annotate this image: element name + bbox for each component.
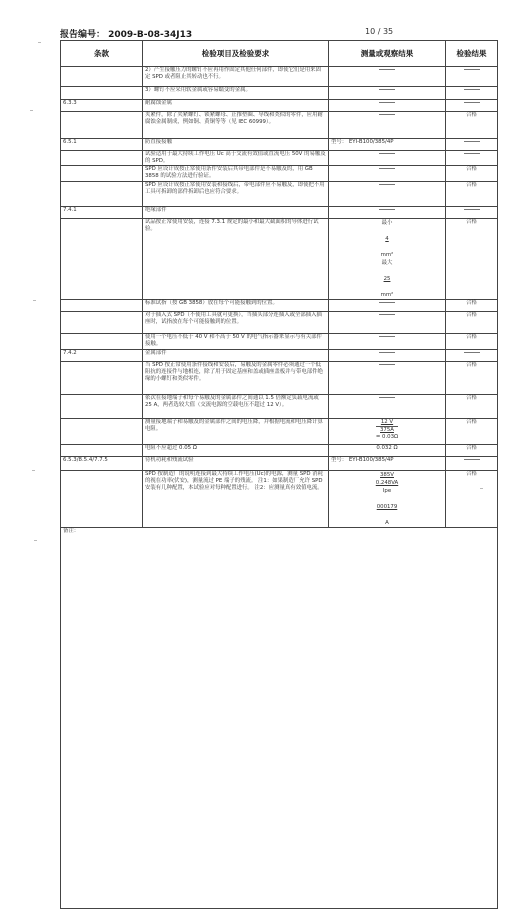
result-cell: 合格 <box>446 395 498 419</box>
result-cell: 合格 <box>446 300 498 312</box>
item-cell: 2）产生接触压力的螺钉不应再用作固定其他任何部件，即使它们是用来固定 SPD 或者阻止其转动也不行。 <box>143 67 329 87</box>
table-row <box>61 219 498 300</box>
item-cell: SPD 应设计成按正常使用安装和接线后，带电部件应不易触及，即使把不用工具可拆卸的部件拆卸后也应符合要求。 <box>143 182 329 207</box>
result-cell <box>446 100 498 112</box>
clause-cell: 6.5.1 <box>61 139 143 151</box>
clause-cell <box>61 151 143 166</box>
result-cell <box>446 207 498 219</box>
obs-cell <box>329 67 446 87</box>
result-cell: 合格 <box>446 182 498 207</box>
result-cell <box>446 457 498 471</box>
dash-mark <box>379 302 395 303</box>
item-cell: 依次在接地端子和每个易触及的金属部件之间通以 1.5 倍额定负载电流或 25 A，两者选较大值（交流电源的空载电压不超过 12 V）。 <box>143 395 329 419</box>
table-row <box>61 312 498 334</box>
item-cell: 电阻不应超过 0.05 Ω <box>143 445 329 457</box>
clause-cell <box>61 445 143 457</box>
result-cell: 合格 <box>446 419 498 445</box>
obs-cell <box>329 166 446 182</box>
obs-cell <box>329 350 446 362</box>
item-cell: 防直接接触 <box>143 139 329 151</box>
table-row <box>61 100 498 112</box>
dash-mark <box>464 352 480 353</box>
table-row <box>61 87 498 100</box>
item-cell: 试品按正常使用安装，连接 7.3.1 规定的最小和最大截面积的导体进行试验。 <box>143 219 329 300</box>
result-cell <box>446 151 498 166</box>
table-row <box>61 471 498 528</box>
report-number: 报告编号： 2009-B-08-34J13 <box>60 30 193 40</box>
scan-speck <box>38 42 41 43</box>
item-cell: 绝缘部件 <box>143 207 329 219</box>
obs-cell <box>329 471 446 528</box>
result-cell: 合格 <box>446 312 498 334</box>
obs-cell <box>329 334 446 350</box>
table-row <box>61 151 498 166</box>
clause-cell: 6.5.3/8.5.4/7.7.5 <box>61 457 143 471</box>
obs-cell <box>329 207 446 219</box>
obs-cell <box>329 100 446 112</box>
clause-cell <box>61 419 143 445</box>
result-cell: 合格 <box>446 445 498 457</box>
clause-cell <box>61 334 143 350</box>
dash-mark <box>379 364 395 365</box>
obs-cell <box>329 112 446 139</box>
dash-mark <box>379 184 395 185</box>
obs-cell <box>329 362 446 395</box>
result-cell: 合格 <box>446 334 498 350</box>
dash-mark <box>464 153 480 154</box>
clause-cell <box>61 300 143 312</box>
obs-cell <box>329 87 446 100</box>
clause-cell <box>61 87 143 100</box>
clause-cell: 7.4.1 <box>61 207 143 219</box>
dash-mark <box>379 314 395 315</box>
max-value: 25 <box>383 276 391 282</box>
item-cell: 3）螺钉不应采用软金属或容易蠕变的金属。 <box>143 87 329 100</box>
result-cell: 合格 <box>446 112 498 139</box>
result-cell <box>446 87 498 100</box>
item-cell: 标准试指（按 GB 3858）放在每个可能接触到的位置。 <box>143 300 329 312</box>
clause-cell <box>61 362 143 395</box>
table-row <box>61 419 498 445</box>
obs-cell: 型号： EYI-B100/385/4P <box>329 139 446 151</box>
clause-cell: 6.3.3 <box>61 100 143 112</box>
item-cell: SPD 按制造厂的说明连接到最大持续工作电压(Uc)的电源，测量 SPD 消耗的视在功率(伏安)，测量流过 PE 端子的残流。 注1：如果制造厂允许 SPD 安装有几种配置，本试验应对每种配置进行。 注2：应测量真有效值电流。 <box>143 471 329 528</box>
remark-cell: 备注： <box>61 528 498 909</box>
table-row <box>61 334 498 350</box>
voltage-drop-value: 12 V <box>376 419 398 427</box>
clause-cell <box>61 182 143 207</box>
clause-cell <box>61 219 143 300</box>
dash-mark <box>379 114 395 115</box>
result-cell: 合格 <box>446 219 498 300</box>
dash-mark <box>464 69 480 70</box>
conductor-section-values <box>331 219 443 299</box>
scan-speck <box>33 300 36 301</box>
obs-cell <box>329 300 446 312</box>
col-header-item: 检验项目及检验要求 <box>143 41 329 67</box>
item-cell: 待机功耗和残流试验 <box>143 457 329 471</box>
result-cell <box>446 67 498 87</box>
item-cell: 金属部件 <box>143 350 329 362</box>
clause-cell: 7.4.2 <box>61 350 143 362</box>
item-cell: 测量接地端子和易触及的金属部件之间的电压降，并根据电流和电压降计算电阻。 <box>143 419 329 445</box>
item-cell: 当 SPD 按正常使用条件接线和安装后，易触及的金属零件必须通过一个低阻抗的连接件与地相连，除了用于固定基座和盖或插座盖板并与带电部件绝缘的小螺钉和类似零件。 <box>143 362 329 395</box>
dash-mark <box>379 336 395 337</box>
col-header-clause: 条款 <box>61 41 143 67</box>
max-label: 最大 <box>381 260 393 266</box>
item-cell: 对于插入式 SPD（不使用工具就可更换），当插头部分连插入或全部插入插座时，试指放在每个可能接触到的位置。 <box>143 312 329 334</box>
table-row <box>61 457 498 471</box>
resistance-calc <box>376 419 398 441</box>
table-row <box>61 166 498 182</box>
dash-mark <box>379 397 395 398</box>
clause-cell <box>61 112 143 139</box>
min-label: 最小 <box>381 220 393 226</box>
obs-cell <box>329 151 446 166</box>
result-cell: 合格 <box>446 166 498 182</box>
dash-mark <box>464 102 480 103</box>
result-cell: 合格 <box>446 471 498 528</box>
clause-cell <box>61 166 143 182</box>
dash-mark <box>379 153 395 154</box>
item-cell: 耐腐蚀金属 <box>143 100 329 112</box>
obs-cell <box>329 419 446 445</box>
dash-mark <box>464 209 480 210</box>
table-row <box>61 395 498 419</box>
min-value: 4 <box>385 236 389 242</box>
col-header-result: 检验结果 <box>446 41 498 67</box>
test-current-value: 375A <box>380 427 394 433</box>
table-row <box>61 139 498 151</box>
max-unit: mm² <box>380 292 394 298</box>
table-row <box>61 362 498 395</box>
table-row <box>61 207 498 219</box>
result-cell: 合格 <box>446 362 498 395</box>
remark-row <box>61 528 498 909</box>
standby-values <box>331 471 443 527</box>
min-unit: mm² <box>380 252 394 258</box>
dash-mark <box>379 89 395 90</box>
item-cell: 夹紧件，除了夹紧螺钉、锁紧螺母、止推垫圈、导线和类似的零件，应用耐腐蚀金属制成，例如铜、黄铜等等（见 IEC 60999）。 <box>143 112 329 139</box>
col-header-observation: 测量或观察结果 <box>329 41 446 67</box>
result-cell <box>446 139 498 151</box>
scan-speck <box>32 470 35 471</box>
pe-current-value: 000179 <box>376 504 398 510</box>
page-header <box>60 27 470 39</box>
dash-mark <box>379 102 395 103</box>
dash-mark <box>379 209 395 210</box>
table-row <box>61 182 498 207</box>
clause-cell <box>61 312 143 334</box>
obs-cell: 型号： EYI-B100/385/4P <box>329 457 446 471</box>
dash-mark <box>379 352 395 353</box>
result-cell <box>446 350 498 362</box>
obs-cell <box>329 182 446 207</box>
item-cell: 试验适用于最大持续工作电压 Uc 高于交流有效值或直流电压 50V 的易触及的 SPD。 <box>143 151 329 166</box>
scan-speck <box>480 488 483 489</box>
clause-cell <box>61 395 143 419</box>
item-cell: 使用一个电压不低于 40 V 和不高于 50 V 的电气指示器来显示与有关部件接触。 <box>143 334 329 350</box>
table-row <box>61 112 498 139</box>
supply-voltage-value: 385V <box>380 472 394 478</box>
obs-cell: 0.032 Ω <box>329 445 446 457</box>
clause-cell <box>61 67 143 87</box>
pe-current-unit: A <box>385 520 389 526</box>
scan-speck <box>30 110 33 111</box>
pe-current-label: Ipe <box>382 488 392 494</box>
page-number: 10 / 35 <box>365 27 394 36</box>
resistance-result: = 0.03Ω <box>375 434 399 440</box>
obs-cell <box>329 219 446 300</box>
table-row <box>61 300 498 312</box>
obs-cell <box>329 395 446 419</box>
apparent-power-value: 0.248VA <box>375 480 399 486</box>
inspection-table <box>60 40 498 909</box>
dash-mark <box>464 459 480 460</box>
dash-mark <box>379 168 395 169</box>
table-row <box>61 445 498 457</box>
table-row <box>61 67 498 87</box>
scan-speck <box>34 540 37 541</box>
dash-mark <box>464 89 480 90</box>
table-row <box>61 350 498 362</box>
table-header-row <box>61 41 498 67</box>
dash-mark <box>379 69 395 70</box>
item-cell: SPD 应设计成按正常使用条件安装后其带电部件是不易触及的，用 GB 3858 的试验方法进行验证。 <box>143 166 329 182</box>
clause-cell <box>61 471 143 528</box>
dash-mark <box>464 141 480 142</box>
obs-cell <box>329 312 446 334</box>
